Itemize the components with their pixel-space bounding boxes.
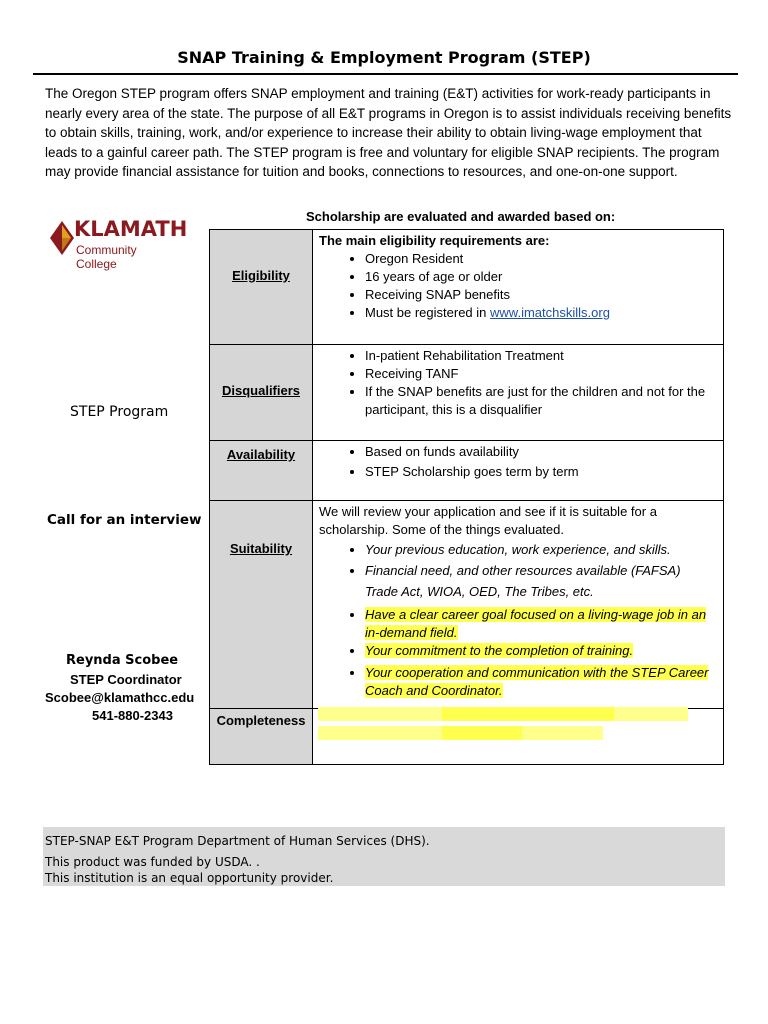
list-item: • If the SNAP benefits are just for the children and not for the participant, this is a disqualifier [365, 383, 717, 419]
table-heading: Scholarship are evaluated and awarded based on: [306, 209, 616, 224]
highlight-bar [442, 726, 522, 740]
list-item: • Based on funds availability [365, 443, 717, 461]
list-item: • 16 years of age or older [365, 268, 717, 286]
eligibility-list [319, 250, 717, 322]
call-to-action: Call for an interview [47, 512, 202, 528]
eligibility-content [313, 230, 724, 345]
title-divider [33, 73, 738, 75]
disqualifiers-content [313, 345, 724, 441]
program-title: STEP Program [70, 404, 169, 420]
contact-phone[interactable]: 541-880-2343 [92, 708, 173, 723]
suitability-intro: We will review your application and see if it is suitable for a scholarship. Some of the things evaluated. [319, 504, 657, 537]
list-item: • Receiving TANF [365, 365, 717, 383]
highlight-bar [442, 707, 614, 721]
row-label-completeness: Completeness [210, 709, 313, 765]
table-row [210, 501, 724, 709]
logo-subtitle: Community College [76, 243, 137, 271]
intro-paragraph: The Oregon STEP program offers SNAP employment and training (E&T) activities for work-ready participants in nearly every area of the state. The purpose of all E&T programs in Oregon is to assist individuals receiving benefits to obtain skills, training, work, and/or experience to increase their ability to obtain living-wage employment that leads to a gainful career path. The STEP program is free and voluntary for eligible SNAP recipients. The program may provide financial assistance for tuition and books, connections to resources, and one-on-one support. [45, 86, 732, 179]
list-item: • Oregon Resident [365, 250, 717, 268]
list-item: • Your cooperation and communication with the STEP Career Coach and Coordinator. [365, 664, 717, 700]
logo-name: KLAMATH [74, 217, 188, 241]
contact-email[interactable]: Scobee@klamathcc.edu [45, 690, 195, 705]
list-item: • STEP Scholarship goes term by term [365, 463, 717, 481]
row-label-availability: Availability [210, 441, 313, 501]
table-row [210, 230, 724, 345]
availability-content [313, 441, 724, 501]
criteria-table [209, 229, 724, 765]
list-item: • Must be registered in www.imatchskills.org [365, 304, 717, 322]
list-item: • Have a clear career goal focused on a living-wage job in an in-demand field. [365, 606, 717, 642]
list-item: • Your previous education, work experience, and skills. [365, 539, 717, 560]
diamond-logo-icon [50, 221, 74, 255]
footer-line-2: This product was funded by USDA. . [45, 855, 260, 869]
contact-name: Reynda Scobee [66, 653, 179, 668]
table-row [210, 441, 724, 501]
eligibility-intro: The main eligibility requirements are: [319, 233, 550, 248]
suitability-content [313, 501, 724, 709]
availability-list [319, 443, 717, 481]
list-item: • Receiving SNAP benefits [365, 286, 717, 304]
row-label-disqualifiers: Disqualifiers [210, 345, 313, 441]
footer-line-3: This institution is an equal opportunity provider. [45, 871, 334, 885]
list-item: • Your commitment to the completion of training. [365, 642, 717, 660]
row-label-eligibility: Eligibility [210, 230, 313, 345]
table-row [210, 345, 724, 441]
page-title: SNAP Training & Employment Program (STEP) [177, 48, 591, 67]
list-item: • Financial need, and other resources available (FAFSA) Trade Act, WIOA, OED, The Tribes, etc. [365, 560, 717, 602]
disqualifiers-list [319, 347, 717, 419]
suitability-list [319, 539, 717, 700]
row-label-suitability: Suitability [210, 501, 313, 709]
list-item: • In-patient Rehabilitation Treatment [365, 347, 717, 365]
college-logo [50, 217, 188, 271]
footer-line-1: STEP-SNAP E&T Program Department of Human Services (DHS). [45, 834, 430, 848]
contact-role: STEP Coordinator [70, 672, 182, 687]
imatchskills-link[interactable]: www.imatchskills.org [490, 305, 610, 320]
